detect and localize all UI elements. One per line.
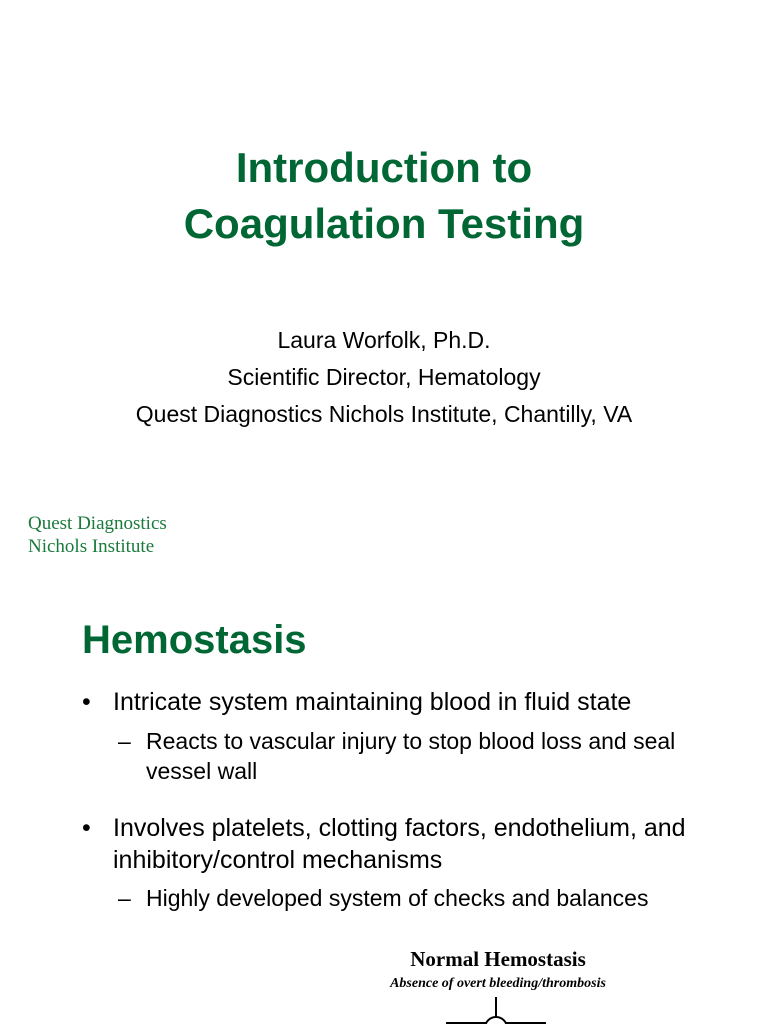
author-block: [0, 322, 768, 433]
author-position: Scientific Director, Hematology: [227, 364, 541, 390]
sub-bullet-text: Reacts to vascular injury to stop blood loss and seal vessel wall: [146, 728, 676, 784]
author-name: Laura Worfolk, Ph.D.: [277, 327, 491, 353]
sub-bullet-text: Highly developed system of checks and balances: [146, 885, 649, 911]
logo-line-2: Nichols Institute: [28, 536, 155, 557]
bullet-dot: •: [82, 688, 91, 716]
quest-logo: [28, 512, 167, 558]
slide-title: [0, 140, 768, 252]
bullet-text: Intricate system maintaining blood in fluid state: [113, 688, 632, 716]
bullet-dot: •: [82, 814, 91, 842]
figure-subtitle: Absence of overt bleeding/thrombosis: [390, 976, 606, 991]
author-affiliation: Quest Diagnostics Nichols Institute, Chantilly, VA: [135, 401, 633, 427]
bullet-text: Involves platelets, clotting factors, endothelium, and inhibitory/control mechanisms: [113, 814, 686, 874]
sub-bullet-dash: –: [118, 728, 131, 754]
balance-scale-icon: [430, 995, 570, 1024]
title-line-1: Introduction to: [235, 144, 533, 191]
title-line-2: Coagulation Testing: [183, 200, 585, 247]
figure-title: Normal Hemostasis: [410, 947, 586, 971]
section-title: Hemostasis: [82, 618, 307, 662]
sub-bullet-dash: –: [118, 885, 131, 911]
logo-line-1: Quest Diagnostics: [28, 513, 167, 534]
